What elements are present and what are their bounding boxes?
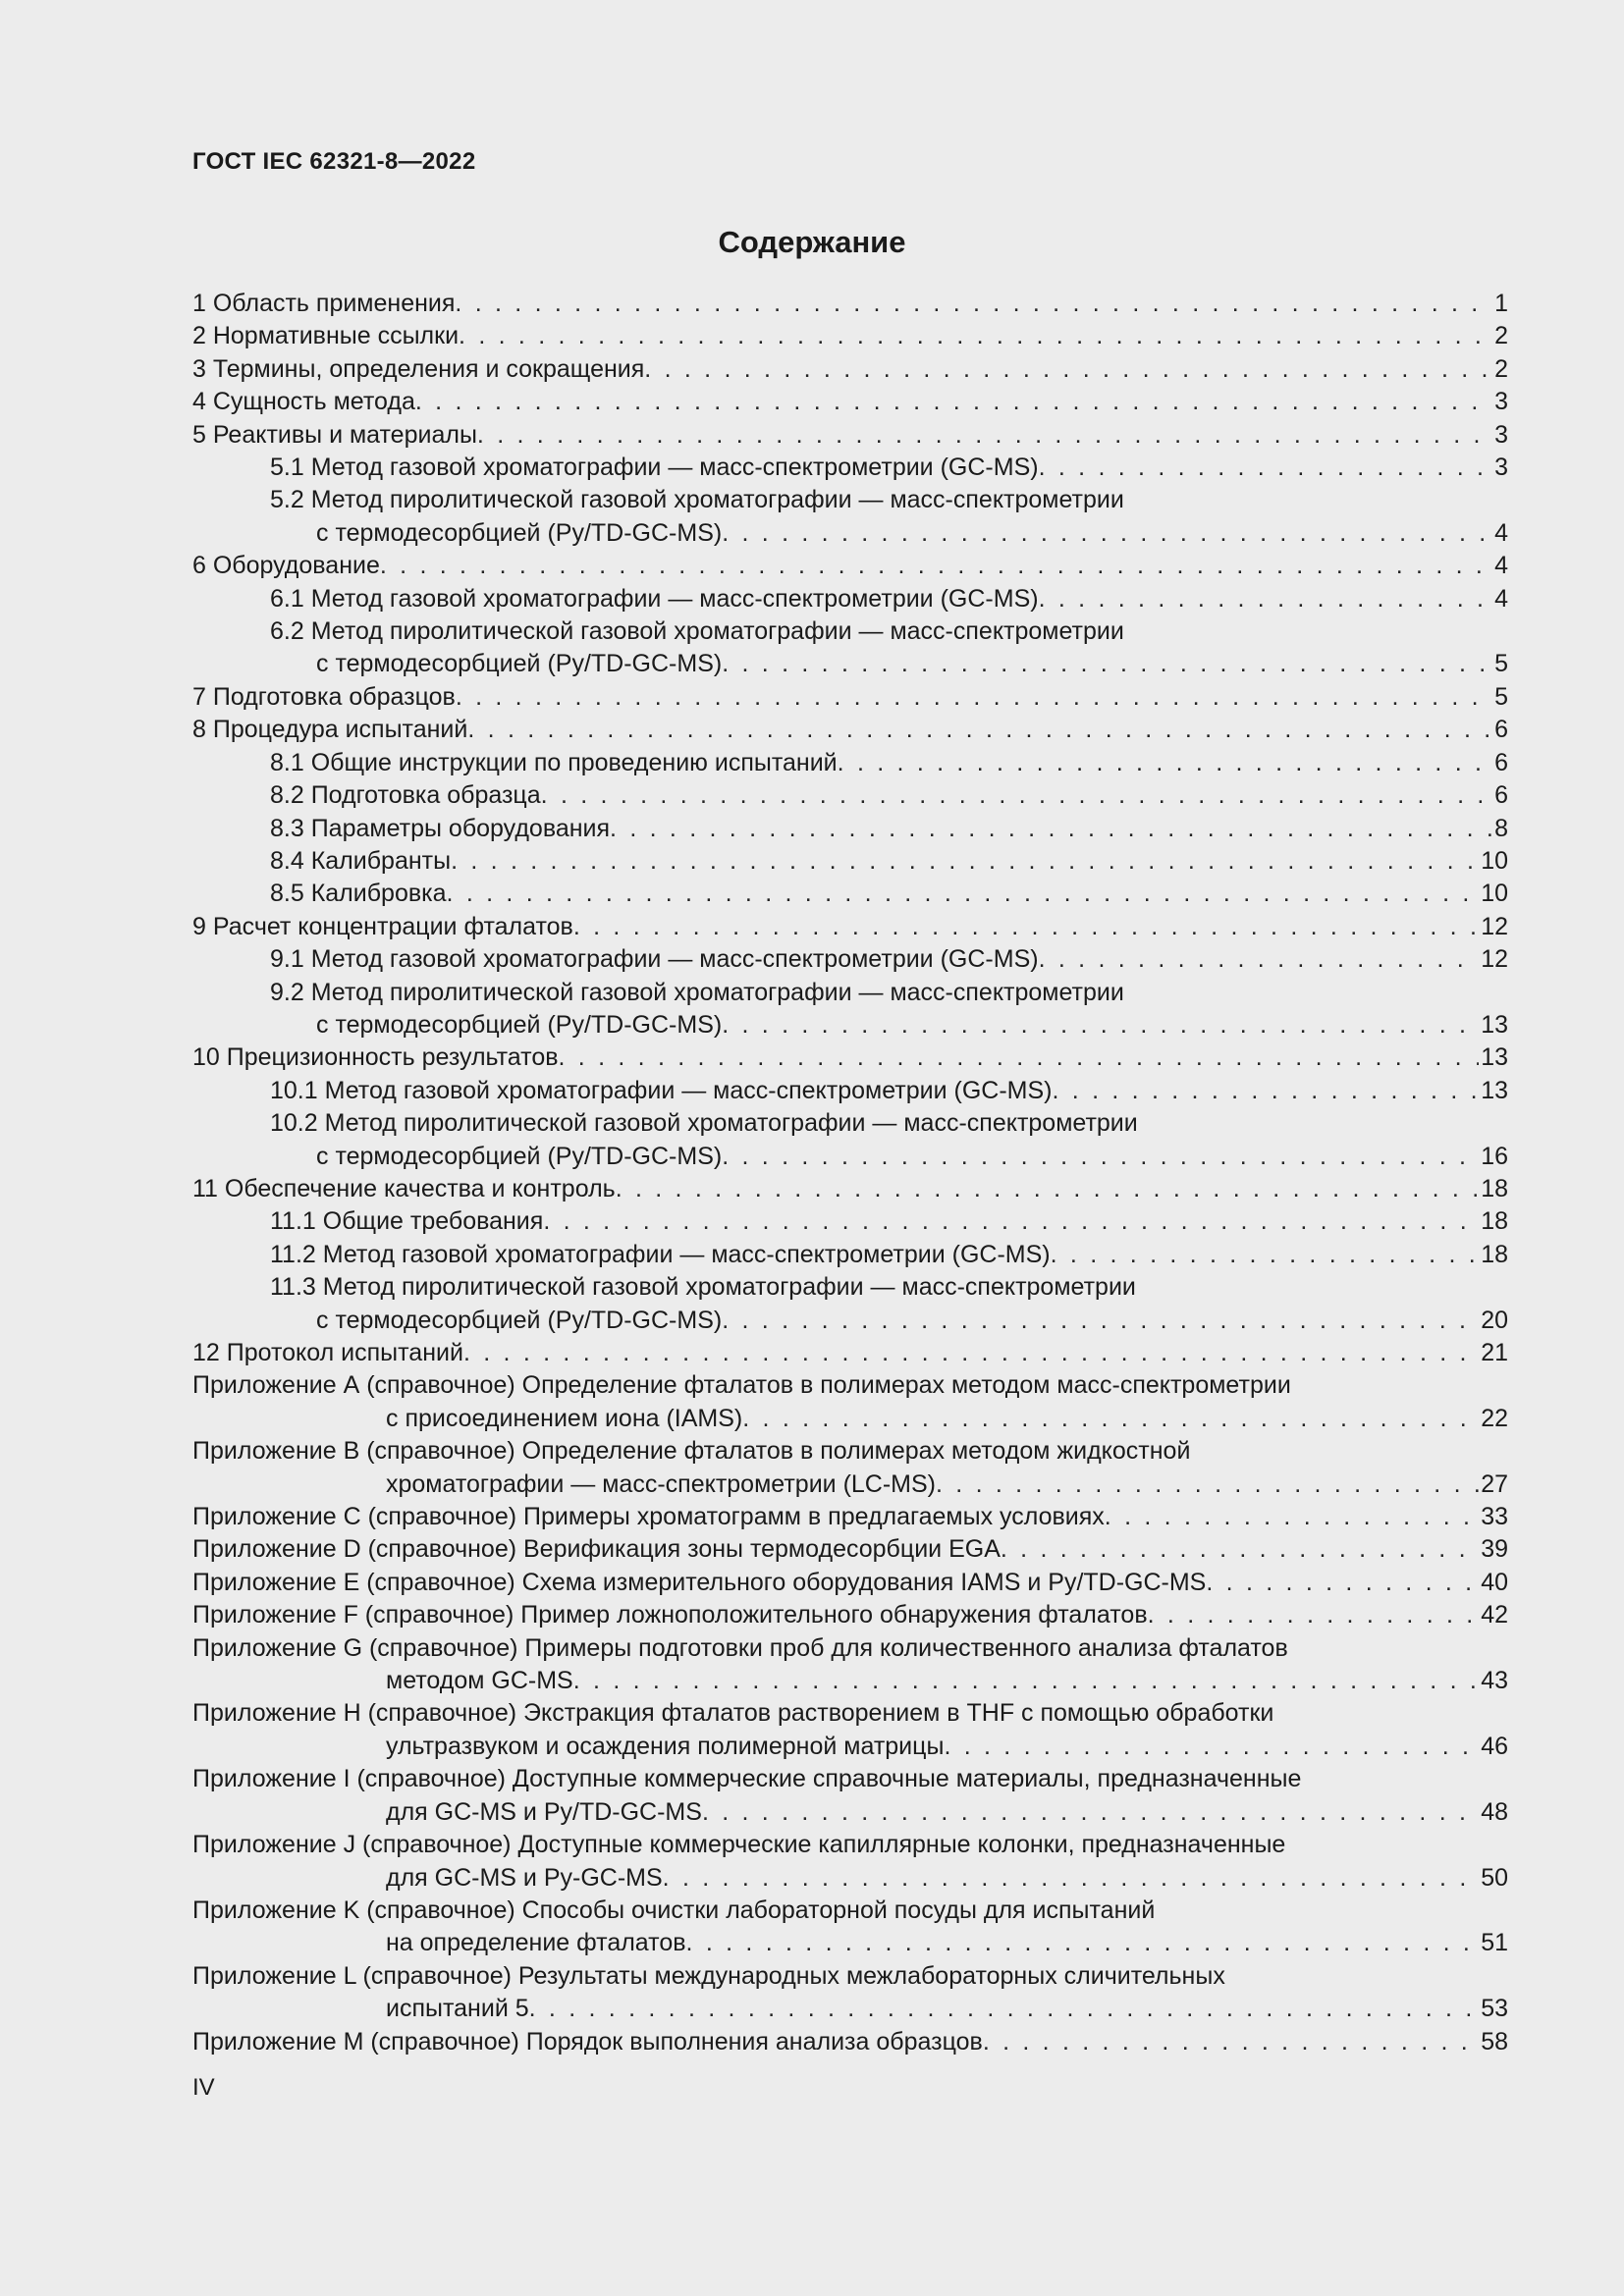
toc-entry[interactable] xyxy=(192,1829,1508,1895)
toc-entry-title: Приложение Н (справочное) Экстракция фталатов растворением в THF с помощью обработки xyxy=(192,1699,1274,1728)
toc-page-number: 18 xyxy=(1481,1207,1508,1236)
toc-entry[interactable] xyxy=(192,1763,1508,1829)
toc-dot-leader xyxy=(573,1665,1479,1697)
toc-entry-title: Приложение D (справочное) Верификация зоны термодесорбции EGA xyxy=(192,1535,1001,1564)
toc-page-number: 3 xyxy=(1494,420,1508,449)
toc-entry[interactable] xyxy=(192,1533,1508,1566)
toc-dot-leader xyxy=(559,1041,1480,1074)
toc-entry-title: Приложение С (справочное) Примеры хроматограмм в предлагаемых условиях xyxy=(192,1503,1105,1531)
toc-entry-title-continuation: хроматографии — масс-спектрометрии (LC-MS) xyxy=(386,1469,936,1498)
page-header: ГОСТ IEC 62321-8—2022 xyxy=(192,148,476,175)
toc-dot-leader xyxy=(459,320,1492,352)
toc-page-number: 3 xyxy=(1494,454,1508,482)
toc-page-number: 4 xyxy=(1494,518,1508,547)
toc-page-number: 1 xyxy=(1494,290,1508,317)
toc-dot-leader xyxy=(573,911,1479,943)
toc-entry-title: Приложение F (справочное) Пример ложноположительного обнаружения фталатов xyxy=(192,1601,1148,1629)
toc-entry[interactable] xyxy=(192,1895,1508,1960)
toc-dot-leader xyxy=(541,779,1492,812)
toc-page-number: 2 xyxy=(1494,354,1508,383)
toc-entry[interactable] xyxy=(192,1960,1508,2026)
toc-page-number: 20 xyxy=(1481,1306,1508,1334)
toc-page-number: 13 xyxy=(1481,1076,1508,1104)
toc-entry-title: 11.3 Метод пиролитической газовой хроматографии — масс-спектрометрии xyxy=(270,1273,1136,1302)
toc-entry[interactable] xyxy=(192,845,1508,878)
toc-page-number: 4 xyxy=(1494,584,1508,613)
toc-entry-title: 6.1 Метод газовой хроматографии — масс-спектрометрии (GC-MS) xyxy=(270,584,1039,613)
toc-dot-leader xyxy=(616,1173,1480,1205)
page-number: IV xyxy=(192,2074,215,2101)
toc-entry[interactable] xyxy=(192,1239,1508,1271)
toc-page-number: 21 xyxy=(1481,1339,1508,1366)
toc-page-number: 13 xyxy=(1481,1043,1508,1072)
toc-entry[interactable] xyxy=(192,681,1508,714)
toc-entry-title: 1 Область применения xyxy=(192,290,456,317)
toc-entry[interactable] xyxy=(192,1435,1508,1501)
toc-entry[interactable] xyxy=(192,1271,1508,1337)
toc-entry[interactable] xyxy=(192,2026,1508,2058)
toc-entry-title: 10.1 Метод газовой хроматографии — масс-спектрометрии (GC-MS) xyxy=(270,1076,1053,1104)
toc-entry-title: 9.2 Метод пиролитической газовой хроматографии — масс-спектрометрии xyxy=(270,978,1124,1006)
toc-page-number: 6 xyxy=(1494,781,1508,810)
toc-dot-leader xyxy=(644,353,1492,386)
toc-page-number: 33 xyxy=(1481,1503,1508,1531)
toc-entry[interactable] xyxy=(192,1599,1508,1631)
toc-dot-leader xyxy=(722,1141,1479,1173)
toc-page-number: 10 xyxy=(1481,880,1508,908)
toc-entry-title: 8.4 Калибранты xyxy=(270,846,452,875)
toc-entry-title: 7 Подготовка образцов xyxy=(192,682,456,711)
toc-dot-leader xyxy=(1105,1501,1479,1533)
toc-entry-title: 5.1 Метод газовой хроматографии — масс-спектрометрии (GC-MS) xyxy=(270,454,1039,482)
toc-entry[interactable] xyxy=(192,1369,1508,1435)
toc-page-number: 53 xyxy=(1481,1995,1508,2023)
toc-dot-leader xyxy=(380,550,1492,582)
toc-dot-leader xyxy=(456,681,1492,714)
toc-page-number: 22 xyxy=(1481,1404,1508,1432)
toc-entry-title: 11.1 Общие требования xyxy=(270,1207,544,1236)
toc-dot-leader xyxy=(944,1731,1479,1763)
toc-entry-title: 8.3 Параметры оборудования xyxy=(270,814,611,842)
toc-page-number: 42 xyxy=(1481,1601,1508,1629)
toc-page-number: 46 xyxy=(1481,1732,1508,1760)
toc-page-number: 10 xyxy=(1481,846,1508,875)
toc-entry[interactable] xyxy=(192,813,1508,845)
toc-page-number: 48 xyxy=(1481,1797,1508,1826)
toc-entry-title-continuation: испытаний 5 xyxy=(386,1995,529,2023)
toc-entry[interactable] xyxy=(192,878,1508,910)
toc-dot-leader xyxy=(1001,1533,1479,1566)
toc-entry-title-continuation: для GC-MS и Py-GC-MS xyxy=(386,1863,663,1892)
toc-entry[interactable] xyxy=(192,1632,1508,1698)
toc-dot-leader xyxy=(415,386,1492,418)
toc-entry-title: 4 Сущность метода xyxy=(192,388,415,416)
toc-dot-leader xyxy=(686,1927,1480,1959)
toc-entry-title: 8 Процедура испытаний xyxy=(192,716,468,744)
toc-dot-leader xyxy=(463,1337,1479,1369)
toc-entry-title: 8.2 Подготовка образца xyxy=(270,781,541,810)
toc-entry-title-continuation: с присоединением иона (IAMS) xyxy=(386,1404,743,1432)
toc-entry[interactable] xyxy=(192,386,1508,418)
toc-entry[interactable] xyxy=(192,1173,1508,1205)
toc-dot-leader xyxy=(838,747,1492,779)
toc-entry[interactable] xyxy=(192,747,1508,779)
toc-entry[interactable] xyxy=(192,484,1508,550)
toc-dot-leader xyxy=(722,1305,1479,1337)
toc-entry-title: 9 Расчет концентрации фталатов xyxy=(192,912,573,940)
toc-page-number: 43 xyxy=(1481,1667,1508,1695)
toc-entry-title-continuation: с термодесорбцией (Py/TD-GC-MS) xyxy=(316,1010,723,1039)
toc-dot-leader xyxy=(1039,583,1493,615)
toc-page-number: 4 xyxy=(1494,552,1508,580)
toc-dot-leader xyxy=(543,1205,1479,1238)
toc-page-number: 12 xyxy=(1481,912,1508,940)
toc-entry-title: 8.5 Калибровка xyxy=(270,880,447,908)
toc-dot-leader xyxy=(477,419,1492,452)
toc-entry[interactable] xyxy=(192,714,1508,746)
toc-dot-leader xyxy=(722,1009,1479,1041)
toc-entry-title-continuation: с термодесорбцией (Py/TD-GC-MS) xyxy=(316,1142,723,1170)
toc-entry-title: Приложение L (справочное) Результаты международных межлабораторных сличительных xyxy=(192,1961,1225,1990)
toc-dot-leader xyxy=(722,517,1492,550)
toc-dot-leader xyxy=(1039,452,1493,484)
toc-entry[interactable] xyxy=(192,550,1508,582)
toc-dot-leader xyxy=(983,2026,1479,2058)
toc-entry[interactable] xyxy=(192,615,1508,681)
toc-entry-title: Приложение Е (справочное) Схема измерительного оборудования IAMS и Py/TD-GC-MS xyxy=(192,1568,1207,1596)
toc-page-number: 8 xyxy=(1494,814,1508,842)
toc-entry[interactable] xyxy=(192,1697,1508,1763)
toc-entry-title: 10 Прецизионность результатов xyxy=(192,1043,559,1072)
toc-dot-leader xyxy=(610,813,1492,845)
toc-dot-leader xyxy=(1148,1599,1480,1631)
toc-dot-leader xyxy=(447,878,1480,910)
toc-dot-leader xyxy=(1039,943,1480,976)
toc-page-number: 18 xyxy=(1481,1174,1508,1202)
toc-dot-leader xyxy=(455,288,1492,320)
toc-entry[interactable] xyxy=(192,1041,1508,1074)
toc-entry[interactable] xyxy=(192,419,1508,452)
toc-dot-leader xyxy=(663,1862,1480,1895)
toc-title: Содержание xyxy=(718,225,906,259)
toc-page-number: 5 xyxy=(1494,682,1508,711)
toc-entry-title-continuation: для GC-MS и Py/TD-GC-MS xyxy=(386,1797,702,1826)
toc-entry-title: 5.2 Метод пиролитической газовой хроматографии — масс-спектрометрии xyxy=(270,486,1124,514)
toc-page-number: 18 xyxy=(1481,1240,1508,1268)
toc-entry-title: 6 Оборудование xyxy=(192,552,380,580)
toc-page-number: 5 xyxy=(1494,650,1508,678)
toc-page-number: 3 xyxy=(1494,388,1508,416)
toc-entry[interactable] xyxy=(192,320,1508,352)
toc-dot-leader xyxy=(1206,1567,1479,1599)
toc-dot-leader xyxy=(467,714,1492,746)
toc-dot-leader xyxy=(722,648,1492,680)
toc-entry-title: Приложение В (справочное) Определение фталатов в полимерах методом жидкостной xyxy=(192,1437,1191,1466)
toc-entry[interactable] xyxy=(192,452,1508,484)
toc-entry[interactable] xyxy=(192,943,1508,976)
toc-entry[interactable] xyxy=(192,1107,1508,1173)
toc-entry-title: Приложение М (справочное) Порядок выполнения анализа образцов xyxy=(192,2027,983,2056)
toc-entry-title-continuation: с термодесорбцией (Py/TD-GC-MS) xyxy=(316,1306,723,1334)
toc-dot-leader xyxy=(451,845,1479,878)
toc-entry-title: Приложение А (справочное) Определение фталатов в полимерах методом масс-спектрометрии xyxy=(192,1371,1291,1400)
toc-page-number: 6 xyxy=(1494,748,1508,776)
toc-dot-leader xyxy=(702,1796,1479,1829)
toc-entry[interactable] xyxy=(192,583,1508,615)
toc-entry-title: 2 Нормативные ссылки xyxy=(192,322,460,350)
toc-page-number: 39 xyxy=(1481,1535,1508,1564)
toc-entry-title-continuation: на определение фталатов xyxy=(386,1929,686,1957)
toc-dot-leader xyxy=(529,1993,1480,2025)
toc-entry-title: Приложение J (справочное) Доступные коммерческие капиллярные колонки, предназначенные xyxy=(192,1831,1286,1859)
toc-entry-title: 8.1 Общие инструкции по проведению испытаний xyxy=(270,748,838,776)
toc-page-number: 16 xyxy=(1481,1142,1508,1170)
toc-entry[interactable] xyxy=(192,1205,1508,1238)
toc-page-number: 50 xyxy=(1481,1863,1508,1892)
toc-entry-title-continuation: методом GC-MS xyxy=(386,1667,573,1695)
toc-entry-title: Приложение I (справочное) Доступные коммерческие справочные материалы, предназначенные xyxy=(192,1765,1302,1793)
toc-page-number: 2 xyxy=(1494,322,1508,350)
toc-entry-title: 3 Термины, определения и сокращения xyxy=(192,354,645,383)
toc-entry-title-continuation: ультразвуком и осаждения полимерной матрицы xyxy=(386,1732,945,1760)
toc-entry[interactable] xyxy=(192,1075,1508,1107)
toc-page-number: 6 xyxy=(1494,716,1508,744)
toc-entry[interactable] xyxy=(192,1337,1508,1369)
toc-entry-title: 6.2 Метод пиролитической газовой хроматографии — масс-спектрометрии xyxy=(270,617,1124,646)
toc-entry[interactable] xyxy=(192,977,1508,1042)
toc-entry[interactable] xyxy=(192,1567,1508,1599)
toc-entry[interactable] xyxy=(192,779,1508,812)
toc-dot-leader xyxy=(936,1468,1479,1501)
toc-page-number: 51 xyxy=(1481,1929,1508,1957)
toc-entry-title: 10.2 Метод пиролитической газовой хроматографии — масс-спектрометрии xyxy=(270,1109,1138,1138)
toc-page-number: 12 xyxy=(1481,945,1508,974)
toc-entry-title: 11.2 Метод газовой хроматографии — масс-спектрометрии (GC-MS) xyxy=(270,1240,1051,1268)
toc-page-number: 13 xyxy=(1481,1010,1508,1039)
toc-page-number: 40 xyxy=(1481,1568,1508,1596)
toc-dot-leader xyxy=(1051,1239,1480,1271)
table-of-contents xyxy=(192,288,1508,2058)
toc-entry-title: Приложение G (справочное) Примеры подготовки проб для количественного анализа фталатов xyxy=(192,1633,1288,1662)
toc-dot-leader xyxy=(1052,1075,1479,1107)
toc-entry-title-continuation: с термодесорбцией (Py/TD-GC-MS) xyxy=(316,650,723,678)
toc-entry-title: 12 Протокол испытаний xyxy=(192,1339,463,1366)
toc-entry-title: 9.1 Метод газовой хроматографии — масс-спектрометрии (GC-MS) xyxy=(270,945,1039,974)
toc-entry[interactable] xyxy=(192,288,1508,320)
toc-entry-title: 11 Обеспечение качества и контроль xyxy=(192,1174,616,1202)
toc-dot-leader xyxy=(742,1403,1479,1435)
toc-entry[interactable] xyxy=(192,911,1508,943)
toc-page-number: 27 xyxy=(1481,1469,1508,1498)
toc-entry-title: Приложение K (справочное) Способы очистки лабораторной посуды для испытаний xyxy=(192,1896,1156,1924)
toc-entry-title: 5 Реактивы и материалы xyxy=(192,420,477,449)
toc-entry[interactable] xyxy=(192,353,1508,386)
toc-entry[interactable] xyxy=(192,1501,1508,1533)
toc-page-number: 58 xyxy=(1481,2027,1508,2056)
toc-entry-title-continuation: с термодесорбцией (Py/TD-GC-MS) xyxy=(316,518,723,547)
